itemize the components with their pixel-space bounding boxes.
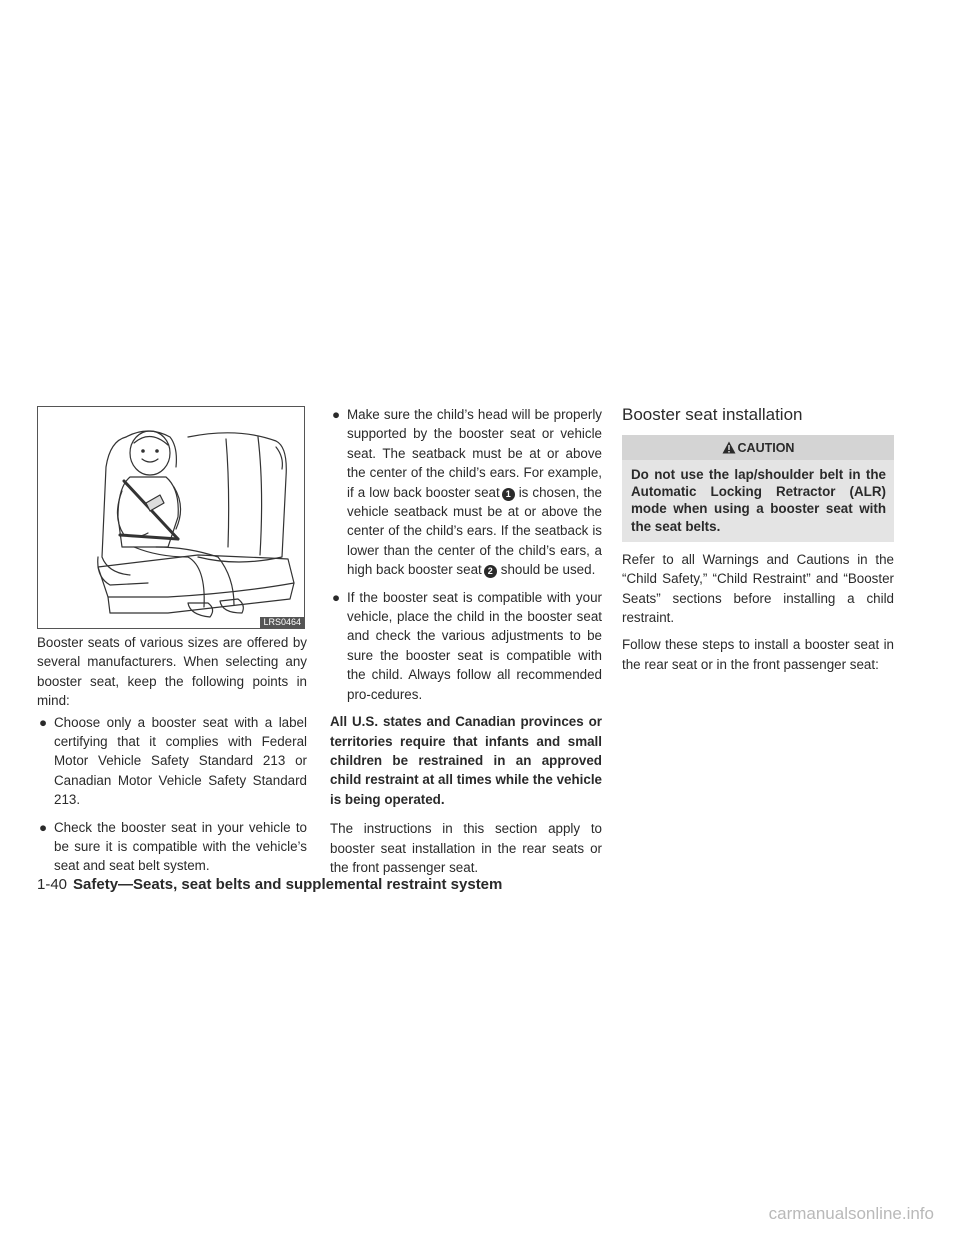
warning-triangle-icon [722,440,736,460]
selection-points-list [37,713,307,876]
column-2 [330,405,602,877]
bullet-text: should be used. [500,562,596,578]
bullet-icon: ● [39,819,48,835]
bullet-text: Choose only a booster seat with a label certifying that it complies with Federal Motor Vehicle Safety Standard 213 or Canadian Motor Vehicle Safety Standard 213. [54,714,307,808]
column-1 [37,633,307,876]
bullet-text: Check the booster seat in your vehicle to be sure it is compatible with the vehicle’s seat and seat belt system. [54,819,307,874]
booster-seat-illustration [37,406,305,629]
bullet-text: Make sure the child’s head will be properly supported by the booster seat or vehicle seat. The seatback must be at or above the center of the child’s ears. For example, if a low back booster seat [347,407,602,500]
caution-header [622,435,894,460]
instructions-scope-paragraph: The instructions in this section apply to booster seat installation in the rear seats or the front passenger seat. [330,821,602,875]
list-item [330,405,602,580]
fit-points-list [330,405,602,704]
column-3 [622,405,894,674]
section-title: Safety—Seats, seat belts and supplemental restraint system [73,876,503,893]
caution-label: CAUTION [737,441,795,455]
bullet-icon: ● [332,589,341,605]
warnings-reference-paragraph: Refer to all Warnings and Cautions in the “Child Safety,” “Child Restraint” and “Booster Seats” sections before installing a child restraint. [622,551,894,626]
intro-paragraph: Booster seats of various sizes are offered by several manufacturers. When selecting any booster seat, keep the following points in mind: [37,635,307,709]
callout-1-icon: 1 [502,488,515,501]
callout-2-icon: 2 [484,565,497,578]
list-item [37,818,307,876]
install-steps-intro-paragraph: Follow these steps to install a booster seat in the rear seat or in the front passenger seat: [622,637,894,672]
list-item [37,713,307,810]
watermark-text: carmanualsonline.info [768,1204,934,1223]
section-heading: Booster seat installation [622,405,803,424]
caution-text: Do not use the lap/shoulder belt in the Automatic Locking Retractor (ALR) mode when using a booster seat with the seat belts. [622,460,894,542]
bullet-icon: ● [39,714,48,730]
list-item [330,588,602,704]
page-footer [37,876,502,894]
bullet-icon: ● [332,407,341,422]
bullet-text: is chosen, the vehicle seatback must be at or above the center of the child’s ears. If the seatback is lower than the center of the child’s ears, a high back booster seat [347,484,602,578]
figure-code-label: LRS0464 [260,617,304,628]
caution-box [622,435,894,542]
page-number: 1-40 [37,876,68,893]
bullet-text: If the booster seat is compatible with your vehicle, place the child in the booster seat and check the various adjustments to be sure the booster seat is compatible with the child. Always follow all recommended pro-cedures. [347,589,602,702]
legal-requirement-paragraph: All U.S. states and Canadian provinces or territories require that infants and small children be restrained in an approved child restraint at all times while the vehicle is being operated. [330,714,602,807]
child-in-booster-seat-drawing [38,407,304,628]
